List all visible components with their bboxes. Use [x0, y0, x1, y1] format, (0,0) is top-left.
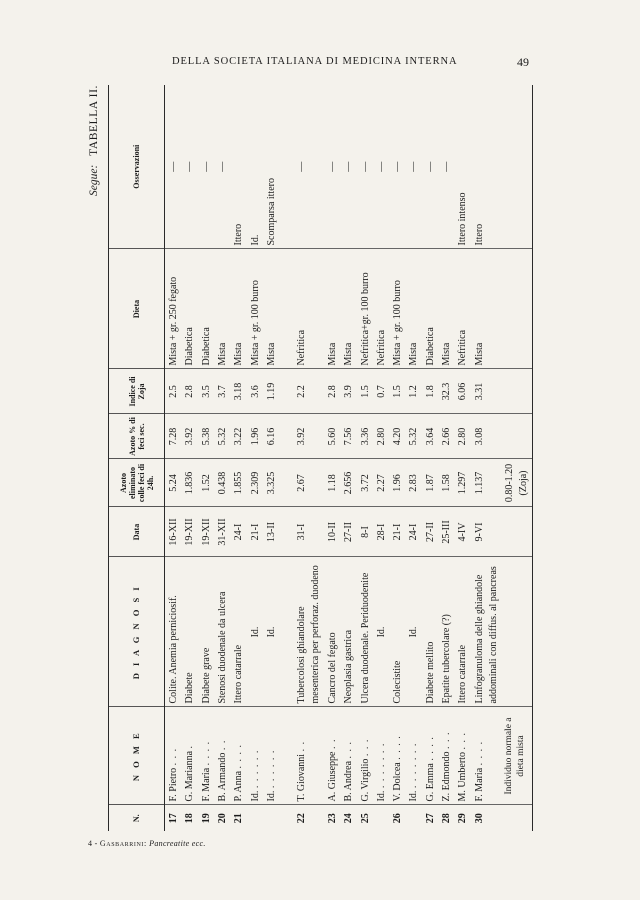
table-caption [84, 85, 104, 196]
col-header-name: N O M E [109, 707, 165, 805]
running-title: DELLA SOCIETA ITALIANA DI MEDICINA INTERNA [172, 56, 458, 67]
cell-diet: Diabetica [181, 249, 197, 369]
table-header-row [109, 85, 165, 831]
cell-diet: Nefritica [279, 249, 324, 369]
cell-azoto-pct: 5.32 [405, 414, 421, 459]
cell-azoto-pct: 7.28 [165, 414, 182, 459]
cell-azoto-elim: 1.855 [230, 459, 246, 507]
cell-azoto-pct: 3.36 [357, 414, 373, 459]
cell-azoto-elim: 1.87 [422, 459, 438, 507]
cell-name-text: G. Emma [424, 763, 436, 802]
cell-name-text: Id. [375, 790, 387, 802]
cell-name-text: G. Virgilio [359, 758, 371, 802]
table-row [454, 85, 470, 831]
cell-diet: Mista + gr. 100 burro [247, 249, 263, 369]
table-row [324, 85, 340, 831]
cell-index: 3.18 [230, 369, 246, 414]
cell-azoto-pct: 2.80 [454, 414, 470, 459]
cell-diet: Mista [438, 249, 454, 369]
cell-diagnosis: Stenosi duodenale da ulcera [214, 557, 230, 707]
cell-index [501, 369, 532, 414]
cell-date: 28-I [373, 507, 389, 557]
cell-diet: Mista [324, 249, 340, 369]
table-row [438, 85, 454, 831]
cell-name-text: Id. [249, 790, 261, 802]
cell-num: 20 [216, 813, 228, 824]
page-header [0, 56, 640, 76]
cell-date [501, 507, 532, 557]
cell-name: G. Virgilio . . . [357, 707, 373, 805]
cell-azoto-pct: 5.60 [324, 414, 340, 459]
cell-date: 27-II [340, 507, 356, 557]
cell-num: 24 [343, 813, 355, 824]
cell-num [501, 805, 532, 831]
cell-azoto-elim: 0.438 [214, 459, 230, 507]
cell-name: Individuo normale a dieta mista [501, 707, 532, 805]
cell-name: B. Armando . . [214, 707, 230, 805]
cell-notes: — [373, 85, 389, 249]
cell-name-text: V. Dolcea [392, 762, 404, 802]
cell-name: A. Giuseppe . . [324, 707, 340, 805]
table-row [198, 85, 214, 831]
col-header-azoto-elim: Azoto eliminato colle feci di 24h. [109, 459, 165, 507]
cell-azoto-elim: 1.137 [471, 459, 502, 507]
cell-num [263, 805, 279, 831]
cell-azoto-elim: 0.80-1.20 (Zoja) [501, 459, 532, 507]
cell-notes: Ittero intenso [454, 85, 470, 249]
cell-diagnosis: Ittero catarrale [454, 557, 470, 707]
cell-name: F. Maria . . . . [471, 707, 502, 805]
cell-azoto-pct: 3.22 [230, 414, 246, 459]
cell-diagnosis: Diabete grave [198, 557, 214, 707]
table-row [230, 85, 246, 831]
cell-index: 1.2 [405, 369, 421, 414]
cell-date: 24-I [230, 507, 246, 557]
col-header-notes: Osservazioni [109, 85, 165, 249]
cell-notes: — [324, 85, 340, 249]
cell-name: F. Maria . . . . [198, 707, 214, 805]
cell-index: 1.5 [357, 369, 373, 414]
cell-num: 28 [441, 813, 453, 824]
cell-azoto-pct: 5.32 [214, 414, 230, 459]
cell-azoto-elim: 5.24 [165, 459, 182, 507]
cell-notes: — [422, 85, 438, 249]
table-row [389, 85, 405, 831]
cell-diet: Nefritica [454, 249, 470, 369]
cell-name-text: M. Umberto [457, 752, 469, 802]
cell-azoto-elim: 1.52 [198, 459, 214, 507]
cell-num: 19 [200, 813, 212, 824]
cell-name: P. Anna . . . . [230, 707, 246, 805]
cell-name: M. Umberto . . . [454, 707, 470, 805]
cell-azoto-pct: 3.64 [422, 414, 438, 459]
cell-name-text: P. Anna [233, 770, 245, 802]
table-row [373, 85, 389, 831]
cell-name: Id. . . . . . . . [373, 707, 389, 805]
cell-diagnosis: Neoplasia gastrica [340, 557, 356, 707]
cell-azoto-pct: 3.92 [181, 414, 197, 459]
cell-date: 10-II [324, 507, 340, 557]
cell-date: 8-I [357, 507, 373, 557]
cell-num: 29 [457, 813, 469, 824]
cell-index: 1.19 [263, 369, 279, 414]
cell-azoto-pct: 5.38 [198, 414, 214, 459]
table-row [279, 85, 324, 831]
cell-num [405, 805, 421, 831]
cell-num [373, 805, 389, 831]
cell-notes: — [340, 85, 356, 249]
col-header-azoto-pct: Azoto % di feci sec. [109, 414, 165, 459]
table-row [263, 85, 279, 831]
cell-date: 19-XII [181, 507, 197, 557]
cell-name: G. Marianna . [181, 707, 197, 805]
cell-notes: Ittero [230, 85, 246, 249]
cell-diet: Nefritica+gr. 100 burro [357, 249, 373, 369]
col-header-num: N. [109, 805, 165, 831]
cell-azoto-pct: 2.80 [373, 414, 389, 459]
cell-name-text: A. Giuseppe [326, 751, 338, 802]
cell-date: 16-XII [165, 507, 182, 557]
cell-azoto-elim: 1.18 [324, 459, 340, 507]
cell-azoto-pct: 1.96 [247, 414, 263, 459]
cell-notes: — [438, 85, 454, 249]
cell-name: V. Dolcea . . . . [389, 707, 405, 805]
cell-num: 30 [473, 813, 485, 824]
cell-num: 22 [296, 813, 308, 824]
cell-date: 31-I [279, 507, 324, 557]
cell-diagnosis: Id. [247, 557, 263, 707]
cell-num: 26 [392, 813, 404, 824]
cell-azoto-pct: 3.92 [279, 414, 324, 459]
page-number: 49 [517, 55, 529, 69]
cell-diet: Mista [214, 249, 230, 369]
cell-notes: — [357, 85, 373, 249]
cell-index: 2.8 [324, 369, 340, 414]
cell-name: Z. Edmondo . . . [438, 707, 454, 805]
data-table [108, 85, 533, 831]
cell-date: 21-I [389, 507, 405, 557]
cell-index: 32.3 [438, 369, 454, 414]
cell-index: 3.9 [340, 369, 356, 414]
table-row [340, 85, 356, 831]
cell-num [247, 805, 263, 831]
cell-azoto-pct: 7.56 [340, 414, 356, 459]
caption-segue: Segue: [88, 164, 100, 197]
cell-index: 3.7 [214, 369, 230, 414]
cell-diagnosis: Cancro del fegato [324, 557, 340, 707]
cell-index: 1.8 [422, 369, 438, 414]
cell-azoto-elim: 1.297 [454, 459, 470, 507]
cell-azoto-elim: 2.67 [279, 459, 324, 507]
cell-diet: Mista [471, 249, 502, 369]
cell-diet: Mista + gr. 100 burro [389, 249, 405, 369]
cell-notes: — [181, 85, 197, 249]
cell-diagnosis: Id. [263, 557, 279, 707]
cell-index: 3.5 [198, 369, 214, 414]
cell-diagnosis: Id. [405, 557, 421, 707]
cell-name-text: G. Marianna [184, 750, 196, 802]
cell-date: 25-III [438, 507, 454, 557]
cell-azoto-pct: 3.08 [471, 414, 502, 459]
cell-name: B. Andrea . . . [340, 707, 356, 805]
col-header-diagnosis: D I A G N O S I [109, 557, 165, 707]
cell-name-text: Id. [265, 790, 277, 802]
cell-notes: — [198, 85, 214, 249]
cell-azoto-elim: 1.96 [389, 459, 405, 507]
table-row [214, 85, 230, 831]
table-row [405, 85, 421, 831]
cell-azoto-pct: 4.20 [389, 414, 405, 459]
cell-diagnosis: Diabete mellito [422, 557, 438, 707]
cell-notes: — [165, 85, 182, 249]
cell-azoto-elim: 2.27 [373, 459, 389, 507]
cell-name-text: F. Maria [473, 767, 485, 802]
cell-diet [501, 249, 532, 369]
cell-notes: — [405, 85, 421, 249]
cell-index: 0.7 [373, 369, 389, 414]
cell-name-text: Z. Edmondo [441, 751, 453, 802]
cell-index: 1.5 [389, 369, 405, 414]
cell-name: Id. . . . . . . [247, 707, 263, 805]
cell-diagnosis: Linfogranuloma delle ghiandole addominali con diffus. al pancreas [471, 557, 502, 707]
cell-notes: Ittero [471, 85, 502, 249]
table-row [422, 85, 438, 831]
cell-date: 4-IV [454, 507, 470, 557]
cell-diet: Mista [340, 249, 356, 369]
cell-azoto-pct: 2.66 [438, 414, 454, 459]
cell-diagnosis [501, 557, 532, 707]
col-header-date: Data [109, 507, 165, 557]
cell-azoto-elim: 3.72 [357, 459, 373, 507]
table-row [247, 85, 263, 831]
cell-name-text: F. Maria [200, 767, 212, 802]
cell-azoto-pct [501, 414, 532, 459]
cell-diet: Mista + gr. 250 fegato [165, 249, 182, 369]
cell-date: 9-VI [471, 507, 502, 557]
cell-azoto-pct: 6.16 [263, 414, 279, 459]
table-row [471, 85, 502, 831]
cell-notes [501, 85, 532, 249]
page-footer [88, 839, 206, 848]
cell-diagnosis: Id. [373, 557, 389, 707]
table-row [357, 85, 373, 831]
cell-diet: Diabetica [422, 249, 438, 369]
footer-signature: 4 - [88, 839, 98, 848]
table-row [501, 85, 532, 831]
caption-label: TABELLA II. [88, 85, 100, 156]
cell-num: 23 [326, 813, 338, 824]
cell-notes: — [389, 85, 405, 249]
cell-name: G. Emma . . . . [422, 707, 438, 805]
table-row [165, 85, 182, 831]
cell-diet: Mista [230, 249, 246, 369]
cell-name: Id. . . . . . . . [405, 707, 421, 805]
footer-title: Pancreatite ecc. [149, 839, 206, 848]
rotated-table-block [84, 85, 535, 831]
cell-diet: Mista [405, 249, 421, 369]
cell-azoto-elim: 2.309 [247, 459, 263, 507]
cell-index: 2.5 [165, 369, 182, 414]
cell-notes: — [214, 85, 230, 249]
cell-index: 6.06 [454, 369, 470, 414]
cell-diagnosis: Ulcera duodenale. Periduodenite [357, 557, 373, 707]
cell-name: F. Pietro . . . [165, 707, 182, 805]
cell-name: Id. . . . . . . [263, 707, 279, 805]
cell-name-text: B. Andrea [343, 760, 355, 802]
cell-notes: — [279, 85, 324, 249]
cell-name-text: B. Armando [216, 752, 228, 802]
cell-index: 3.6 [247, 369, 263, 414]
cell-notes: Scomparsa ittero [263, 85, 279, 249]
cell-diagnosis: Tubercolosi ghiandolare mesenterica per perforaz. duodeno [279, 557, 324, 707]
col-header-index: Indice di Zoja [109, 369, 165, 414]
cell-diet: Mista [263, 249, 279, 369]
cell-diagnosis: Epatite tubercolare (?) [438, 557, 454, 707]
cell-date: 13-II [263, 507, 279, 557]
cell-diagnosis: Colecistite [389, 557, 405, 707]
cell-date: 27-II [422, 507, 438, 557]
cell-name-text: T. Giovanni [296, 753, 308, 802]
cell-date: 19-XII [198, 507, 214, 557]
cell-diagnosis: Colite. Anemia perniciosif. [165, 557, 182, 707]
cell-name-text: Id. [408, 790, 420, 802]
cell-num: 25 [359, 813, 371, 824]
cell-name-text: F. Pietro [168, 767, 179, 802]
cell-num: 18 [184, 813, 196, 824]
footer-author: Gasbarrini: [99, 839, 147, 848]
cell-azoto-elim: 3.325 [263, 459, 279, 507]
cell-diagnosis: Diabete [181, 557, 197, 707]
col-header-diet: Dieta [109, 249, 165, 369]
table-row [181, 85, 197, 831]
cell-azoto-elim: 2.656 [340, 459, 356, 507]
cell-date: 31-XII [214, 507, 230, 557]
cell-date: 24-I [405, 507, 421, 557]
cell-num: 21 [233, 813, 245, 824]
cell-azoto-elim: 1.58 [438, 459, 454, 507]
cell-azoto-elim: 2.83 [405, 459, 421, 507]
cell-index: 3.31 [471, 369, 502, 414]
cell-diagnosis: Ittero catarrale [230, 557, 246, 707]
cell-num: 27 [424, 813, 436, 824]
cell-index: 2.2 [279, 369, 324, 414]
cell-diet: Nefritica [373, 249, 389, 369]
cell-index: 2.8 [181, 369, 197, 414]
cell-num: 17 [168, 813, 179, 824]
cell-diet: Diabetica [198, 249, 214, 369]
cell-azoto-elim: 1.836 [181, 459, 197, 507]
cell-notes: Id. [247, 85, 263, 249]
cell-name: T. Giovanni . . [279, 707, 324, 805]
cell-date: 21-I [247, 507, 263, 557]
